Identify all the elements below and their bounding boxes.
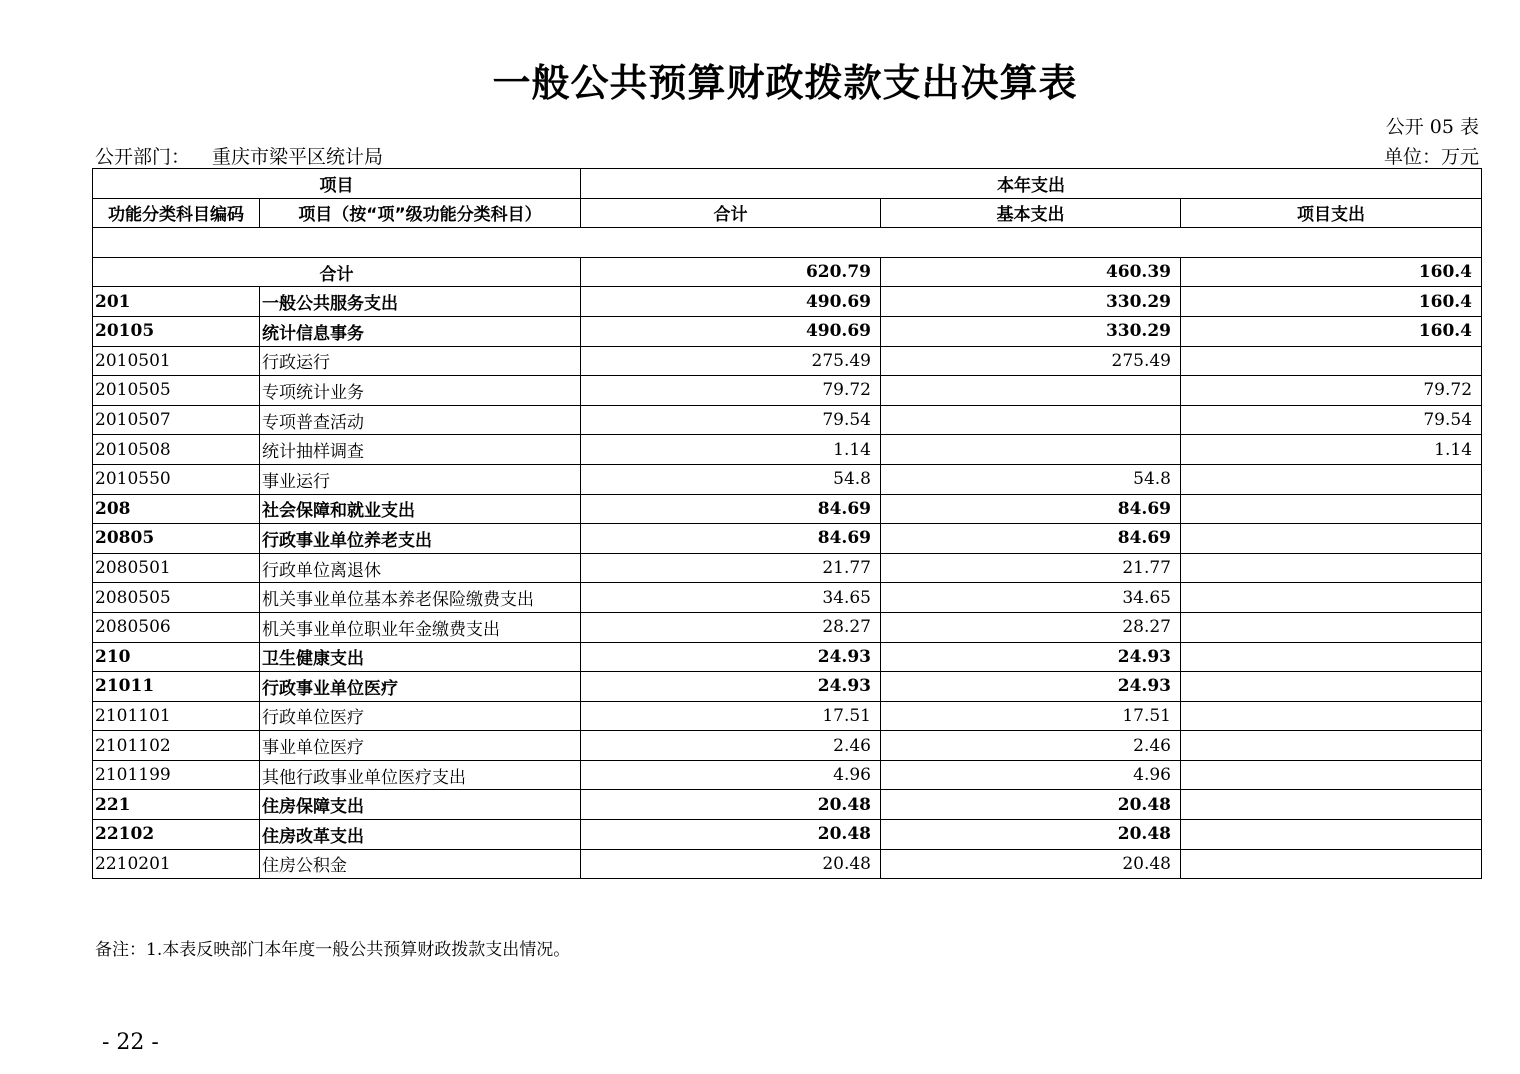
table-row	[93, 820, 1482, 850]
cell-total: 79.72	[581, 376, 881, 406]
table-row	[93, 376, 1482, 406]
cell-name: 统计信息事务	[260, 316, 581, 346]
cell-total: 490.69	[581, 287, 881, 317]
cell-basic: 24.93	[881, 672, 1181, 702]
department	[95, 142, 383, 169]
cell-basic: 84.69	[881, 524, 1181, 554]
cell-basic: 20.48	[881, 790, 1181, 820]
cell-code: 2101199	[93, 760, 260, 790]
cell-code: 2080505	[93, 583, 260, 613]
cell-name: 事业运行	[260, 464, 581, 494]
cell-name: 行政单位医疗	[260, 701, 581, 731]
cell-code: 2010505	[93, 376, 260, 406]
cell-total: 21.77	[581, 553, 881, 583]
cell-code: 2101101	[93, 701, 260, 731]
cell-name: 社会保障和就业支出	[260, 494, 581, 524]
cell-total: 24.93	[581, 642, 881, 672]
cell-project	[1181, 612, 1482, 642]
cell-total: 28.27	[581, 612, 881, 642]
table-row	[93, 494, 1482, 524]
cell-name: 机关事业单位基本养老保险缴费支出	[260, 583, 581, 613]
cell-code: 201	[93, 287, 260, 317]
cell-project	[1181, 849, 1482, 879]
col-header-code: 功能分类科目编码	[93, 198, 260, 228]
cell-project	[1181, 524, 1482, 554]
table-row	[93, 642, 1482, 672]
group-header-row	[93, 169, 1482, 199]
cell-total: 84.69	[581, 494, 881, 524]
table-row	[93, 287, 1482, 317]
cell-basic: 24.93	[881, 642, 1181, 672]
cell-project	[1181, 790, 1482, 820]
cell-code: 22102	[93, 820, 260, 850]
cell-project	[1181, 642, 1482, 672]
col-header-project: 项目支出	[1181, 198, 1482, 228]
form-number: 公开 05 表	[1385, 116, 1479, 138]
table-row	[93, 524, 1482, 554]
table-row	[93, 464, 1482, 494]
total-row-basic: 460.39	[881, 257, 1181, 287]
cell-code: 2101102	[93, 731, 260, 761]
department-label: 公开部门：	[95, 146, 191, 168]
footnote: 备注：1.本表反映部门本年度一般公共预算财政拨款支出情况。	[95, 940, 571, 960]
cell-basic: 4.96	[881, 760, 1181, 790]
cell-total: 1.14	[581, 435, 881, 465]
cell-total: 17.51	[581, 701, 881, 731]
col-header-basic: 基本支出	[881, 198, 1181, 228]
table-row	[93, 849, 1482, 879]
header-separator	[93, 228, 1482, 258]
cell-code: 2010501	[93, 346, 260, 376]
cell-basic: 20.48	[881, 820, 1181, 850]
cell-name: 专项普查活动	[260, 405, 581, 435]
col-header-name: 项目（按“项”级功能分类科目）	[260, 198, 581, 228]
cell-code: 20105	[93, 316, 260, 346]
cell-project: 79.72	[1181, 376, 1482, 406]
cell-project: 160.4	[1181, 287, 1482, 317]
cell-project	[1181, 346, 1482, 376]
table-row	[93, 731, 1482, 761]
cell-total: 24.93	[581, 672, 881, 702]
cell-code: 2080501	[93, 553, 260, 583]
cell-code: 208	[93, 494, 260, 524]
total-row-label: 合计	[93, 257, 581, 287]
expenditure-table	[92, 168, 1482, 879]
cell-name: 其他行政事业单位医疗支出	[260, 760, 581, 790]
cell-name: 一般公共服务支出	[260, 287, 581, 317]
cell-name: 统计抽样调查	[260, 435, 581, 465]
cell-name: 行政事业单位养老支出	[260, 524, 581, 554]
cell-total: 34.65	[581, 583, 881, 613]
cell-name: 专项统计业务	[260, 376, 581, 406]
department-value: 重庆市梁平区统计局	[212, 146, 384, 168]
cell-basic	[881, 435, 1181, 465]
cell-project	[1181, 731, 1482, 761]
cell-project: 1.14	[1181, 435, 1482, 465]
cell-code: 210	[93, 642, 260, 672]
cell-code: 2010550	[93, 464, 260, 494]
cell-total: 54.8	[581, 464, 881, 494]
cell-total: 490.69	[581, 316, 881, 346]
cell-total: 79.54	[581, 405, 881, 435]
cell-code: 221	[93, 790, 260, 820]
cell-name: 行政事业单位医疗	[260, 672, 581, 702]
table-row	[93, 316, 1482, 346]
cell-basic: 330.29	[881, 287, 1181, 317]
cell-total: 4.96	[581, 760, 881, 790]
total-row-project: 160.4	[1181, 257, 1482, 287]
cell-name: 机关事业单位职业年金缴费支出	[260, 612, 581, 642]
unit-label: 单位：万元	[1383, 146, 1479, 168]
cell-project	[1181, 820, 1482, 850]
cell-name: 住房改革支出	[260, 820, 581, 850]
table-row	[93, 760, 1482, 790]
cell-name: 行政运行	[260, 346, 581, 376]
total-row	[93, 257, 1482, 287]
cell-project	[1181, 672, 1482, 702]
cell-basic: 54.8	[881, 464, 1181, 494]
total-row-total: 620.79	[581, 257, 881, 287]
col-header-total: 合计	[581, 198, 881, 228]
column-header-row	[93, 198, 1482, 228]
table-row	[93, 583, 1482, 613]
cell-basic: 84.69	[881, 494, 1181, 524]
cell-basic: 330.29	[881, 316, 1181, 346]
table-body	[93, 287, 1482, 879]
cell-total: 20.48	[581, 790, 881, 820]
cell-code: 2010508	[93, 435, 260, 465]
cell-name: 行政单位离退休	[260, 553, 581, 583]
cell-name: 事业单位医疗	[260, 731, 581, 761]
cell-total: 275.49	[581, 346, 881, 376]
cell-total: 84.69	[581, 524, 881, 554]
cell-project	[1181, 760, 1482, 790]
cell-code: 2080506	[93, 612, 260, 642]
cell-basic: 34.65	[881, 583, 1181, 613]
cell-basic	[881, 405, 1181, 435]
cell-project: 79.54	[1181, 405, 1482, 435]
cell-basic: 2.46	[881, 731, 1181, 761]
cell-name: 卫生健康支出	[260, 642, 581, 672]
cell-project	[1181, 553, 1482, 583]
group-header-project: 项目	[93, 169, 581, 199]
cell-project	[1181, 494, 1482, 524]
table-row	[93, 790, 1482, 820]
table-row	[93, 612, 1482, 642]
cell-code: 20805	[93, 524, 260, 554]
cell-total: 2.46	[581, 731, 881, 761]
cell-basic: 20.48	[881, 849, 1181, 879]
table-row	[93, 701, 1482, 731]
cell-basic: 275.49	[881, 346, 1181, 376]
cell-project	[1181, 701, 1482, 731]
table-row	[93, 405, 1482, 435]
cell-code: 21011	[93, 672, 260, 702]
cell-total: 20.48	[581, 820, 881, 850]
page-number: - 22 -	[102, 1030, 159, 1055]
table-row	[93, 346, 1482, 376]
cell-project	[1181, 464, 1482, 494]
cell-project: 160.4	[1181, 316, 1482, 346]
table-row	[93, 435, 1482, 465]
group-header-current-year: 本年支出	[581, 169, 1482, 199]
cell-basic: 17.51	[881, 701, 1181, 731]
cell-code: 2010507	[93, 405, 260, 435]
cell-basic	[881, 376, 1181, 406]
table-row	[93, 672, 1482, 702]
table-row	[93, 553, 1482, 583]
cell-name: 住房保障支出	[260, 790, 581, 820]
cell-basic: 28.27	[881, 612, 1181, 642]
cell-code: 2210201	[93, 849, 260, 879]
cell-project	[1181, 583, 1482, 613]
page-title: 一般公共预算财政拨款支出决算表	[492, 61, 1078, 105]
cell-total: 20.48	[581, 849, 881, 879]
cell-basic: 21.77	[881, 553, 1181, 583]
cell-name: 住房公积金	[260, 849, 581, 879]
